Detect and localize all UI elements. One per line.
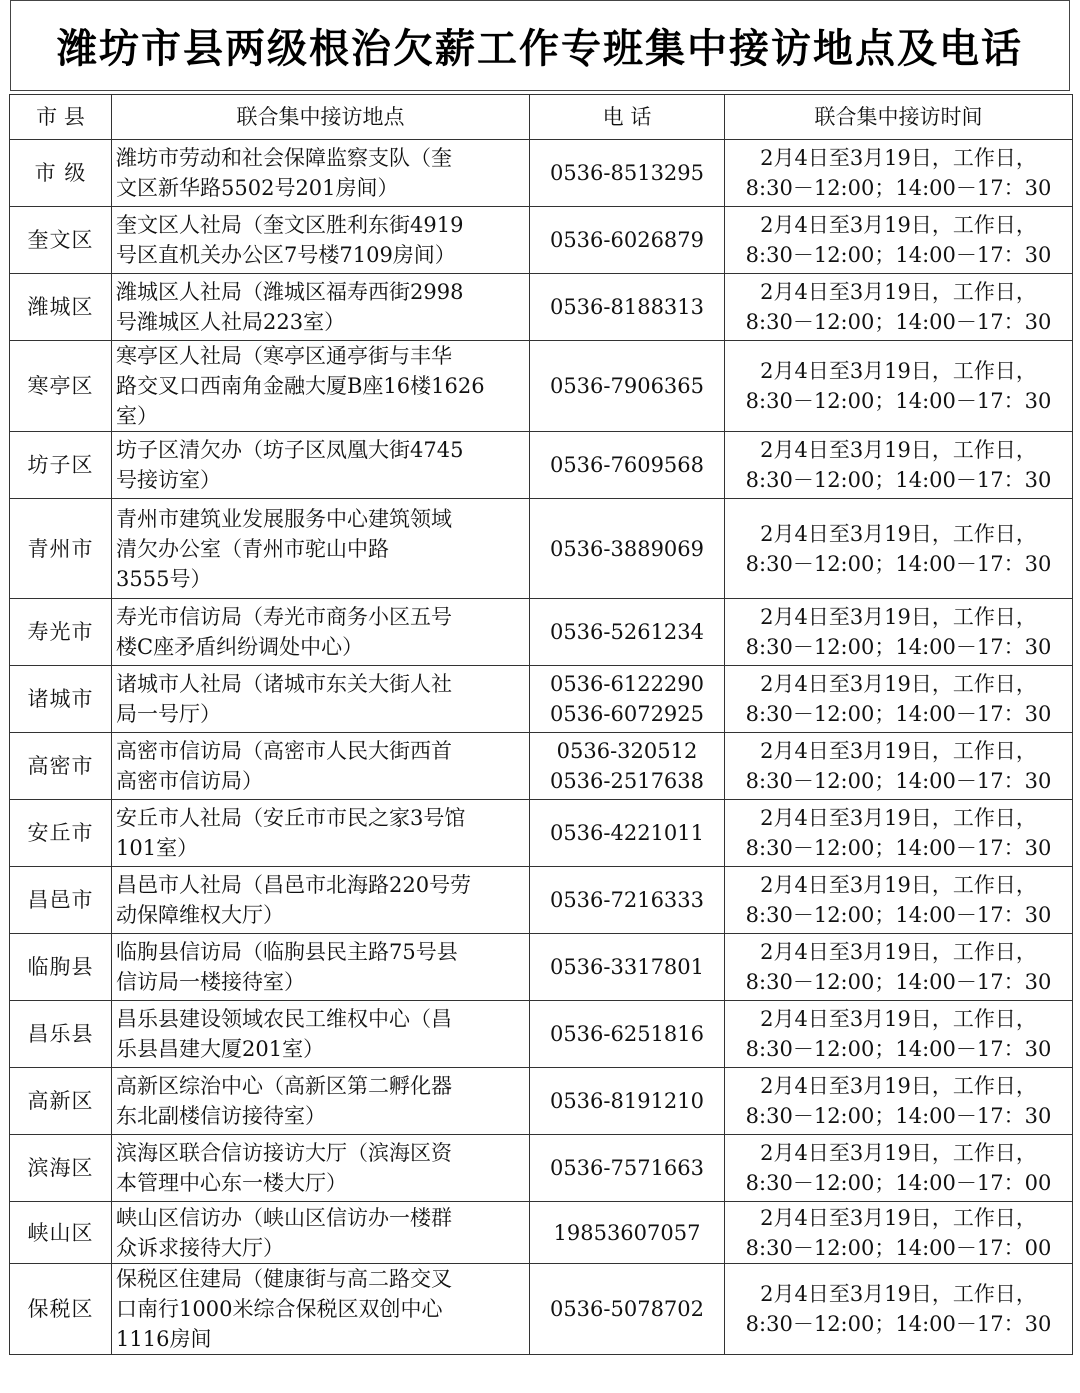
table-row <box>10 733 1073 800</box>
contact-table <box>9 94 1073 1355</box>
location-cell-line: 诸城市人社局（诸城市东关大街人社 <box>116 672 452 696</box>
phone-cell-line: 0536-4221011 <box>549 821 705 845</box>
location-cell-line: 3555号） <box>116 566 212 591</box>
location-cell-line: 本管理中心东一楼大厅） <box>116 1171 347 1195</box>
hours-cell <box>725 934 1073 1001</box>
county-cell: 市 级 <box>10 140 112 207</box>
header-row <box>10 95 1073 140</box>
location-cell-line: 昌邑市人社局（昌邑市北海路220号劳 <box>116 873 472 897</box>
county-cell: 保税区 <box>10 1264 112 1355</box>
location-cell-line: 动保障维权大厅） <box>116 903 284 927</box>
table-row <box>10 1135 1073 1202</box>
county-cell: 滨海区 <box>10 1135 112 1202</box>
location-cell <box>112 1068 530 1135</box>
phone-cell-line: 0536-2517638 <box>549 769 705 793</box>
phone-cell <box>530 666 725 733</box>
county-cell: 寒亭区 <box>10 341 112 432</box>
county-cell: 坊子区 <box>10 432 112 499</box>
hours-cell <box>725 140 1073 207</box>
location-cell-line: 潍城区人社局（潍城区福寿西街2998 <box>116 280 464 304</box>
hours-cell-line: 2月4日至3月19日，工作日， <box>760 280 1037 304</box>
location-cell-line: 安丘市人社局（安丘市市民之家3号馆 <box>116 806 466 830</box>
table-row <box>10 666 1073 733</box>
header-location: 联合集中接访地点 <box>112 95 530 140</box>
county-cell: 青州市 <box>10 499 112 599</box>
hours-cell-line: 2月4日至3月19日，工作日， <box>760 521 1037 546</box>
hours-cell-line: 2月4日至3月19日，工作日， <box>760 1282 1037 1306</box>
phone-cell <box>530 1264 725 1355</box>
location-cell-line: 号区直机关办公区7号楼7109房间） <box>116 243 456 267</box>
hours-cell-line: 8:30－12:00；14:00－17：30 <box>745 551 1052 576</box>
county-cell: 诸城市 <box>10 666 112 733</box>
hours-cell-line: 2月4日至3月19日，工作日， <box>760 438 1037 462</box>
phone-cell <box>530 934 725 1001</box>
location-cell-line: 滨海区联合信访接访大厅（滨海区资 <box>116 1141 452 1165</box>
location-cell <box>112 341 530 432</box>
hours-cell-line: 2月4日至3月19日，工作日， <box>760 1007 1037 1031</box>
hours-cell-line: 8:30－12:00；14:00－17：30 <box>745 702 1052 726</box>
phone-cell-line: 0536-6072925 <box>549 702 705 726</box>
header-phone: 电 话 <box>530 95 725 140</box>
hours-cell-line: 8:30－12:00；14:00－17：30 <box>745 635 1052 659</box>
hours-cell-line: 2月4日至3月19日，工作日， <box>760 672 1037 696</box>
table-row <box>10 140 1073 207</box>
location-cell-line: 峡山区信访办（峡山区信访办一楼群 <box>116 1205 452 1230</box>
table-row <box>10 934 1073 1001</box>
hours-cell-line: 2月4日至3月19日，工作日， <box>760 739 1037 763</box>
county-cell: 高新区 <box>10 1068 112 1135</box>
phone-cell-line: 0536-7906365 <box>549 374 705 398</box>
location-cell <box>112 140 530 207</box>
hours-cell-line: 8:30－12:00；14:00－17：30 <box>745 310 1052 334</box>
hours-cell-line: 2月4日至3月19日，工作日， <box>760 1205 1037 1230</box>
phone-cell <box>530 800 725 867</box>
hours-cell-line: 8:30－12:00；14:00－17：30 <box>745 1037 1052 1061</box>
phone-cell-line: 0536-3317801 <box>549 955 705 979</box>
location-cell <box>112 599 530 666</box>
table-row <box>10 432 1073 499</box>
phone-cell <box>530 1068 725 1135</box>
phone-cell-line: 0536-7216333 <box>549 888 705 912</box>
location-cell <box>112 207 530 274</box>
location-cell <box>112 867 530 934</box>
phone-cell <box>530 733 725 800</box>
county-cell: 昌乐县 <box>10 1001 112 1068</box>
phone-cell <box>530 1135 725 1202</box>
location-cell-line: 室） <box>116 404 158 428</box>
county-cell: 安丘市 <box>10 800 112 867</box>
phone-cell-line: 0536-8513295 <box>549 161 705 185</box>
location-cell-line: 保税区住建局（健康街与高二路交叉 <box>116 1267 452 1291</box>
header-hours: 联合集中接访时间 <box>725 95 1073 140</box>
county-cell: 峡山区 <box>10 1202 112 1264</box>
table-row <box>10 499 1073 599</box>
location-cell-line: 昌乐县建设领域农民工维权中心（昌 <box>116 1007 452 1031</box>
hours-cell <box>725 1202 1073 1264</box>
table-row <box>10 800 1073 867</box>
table-row <box>10 1264 1073 1355</box>
location-cell <box>112 800 530 867</box>
hours-cell-line: 2月4日至3月19日，工作日， <box>760 1141 1037 1165</box>
phone-cell-line: 0536-320512 <box>556 739 698 763</box>
location-cell-line: 号接访室） <box>116 468 221 492</box>
phone-cell-line: 0536-7609568 <box>549 453 705 477</box>
county-cell: 昌邑市 <box>10 867 112 934</box>
county-cell: 潍城区 <box>10 274 112 341</box>
phone-cell-line: 0536-6251816 <box>549 1022 705 1046</box>
location-cell-line: 清欠办公室（青州市驼山中路 <box>116 536 389 561</box>
hours-cell <box>725 499 1073 599</box>
hours-cell-line: 2月4日至3月19日，工作日， <box>760 1074 1037 1098</box>
county-cell: 寿光市 <box>10 599 112 666</box>
table-row <box>10 867 1073 934</box>
hours-cell <box>725 274 1073 341</box>
hours-cell-line: 8:30－12:00；14:00－17：30 <box>745 769 1052 793</box>
location-cell <box>112 666 530 733</box>
hours-cell <box>725 432 1073 499</box>
phone-cell <box>530 499 725 599</box>
page-title: 潍坊市县两级根治欠薪工作专班集中接访地点及电话 <box>10 0 1070 91</box>
phone-cell <box>530 140 725 207</box>
hours-cell-line: 2月4日至3月19日，工作日， <box>760 940 1037 964</box>
location-cell <box>112 432 530 499</box>
location-cell-line: 坊子区清欠办（坊子区凤凰大街4745 <box>116 438 464 462</box>
hours-cell <box>725 1135 1073 1202</box>
location-cell-line: 青州市建筑业发展服务中心建筑领域 <box>116 506 452 531</box>
location-cell-line: 信访局一楼接待室） <box>116 970 305 994</box>
location-cell <box>112 499 530 599</box>
hours-cell-line: 8:30－12:00；14:00－17：00 <box>745 1171 1052 1195</box>
hours-cell <box>725 867 1073 934</box>
location-cell-line: 路交叉口西南角金融大厦B座16楼1626 <box>116 374 485 398</box>
table-row <box>10 274 1073 341</box>
county-cell: 高密市 <box>10 733 112 800</box>
phone-cell-line: 0536-8191210 <box>549 1089 705 1113</box>
phone-cell-line: 0536-5078702 <box>549 1297 705 1321</box>
hours-cell-line: 8:30－12:00；14:00－17：30 <box>745 1312 1052 1336</box>
location-cell-line: 号潍城区人社局223室） <box>116 310 346 334</box>
location-cell-line: 寒亭区人社局（寒亭区通亭街与丰华 <box>116 344 452 368</box>
location-cell-line: 寿光市信访局（寿光市商务小区五号 <box>116 605 452 629</box>
location-cell <box>112 1202 530 1264</box>
phone-cell-line: 0536-6122290 <box>549 672 705 696</box>
location-cell-line: 东北副楼信访接待室） <box>116 1104 326 1128</box>
county-cell: 临朐县 <box>10 934 112 1001</box>
phone-cell <box>530 274 725 341</box>
location-cell <box>112 1135 530 1202</box>
table-row <box>10 1068 1073 1135</box>
hours-cell <box>725 1264 1073 1355</box>
table-row <box>10 1202 1073 1264</box>
hours-cell-line: 2月4日至3月19日，工作日， <box>760 873 1037 897</box>
phone-cell-line: 19853607057 <box>553 1220 701 1245</box>
phone-cell-line: 0536-3889069 <box>549 536 705 561</box>
hours-cell <box>725 1001 1073 1068</box>
location-cell-line: 1116房间 <box>116 1327 212 1351</box>
phone-cell <box>530 341 725 432</box>
location-cell-line: 临朐县信访局（临朐县民主路75号县 <box>116 940 458 964</box>
location-cell-line: 高密市信访局） <box>116 769 263 793</box>
hours-cell-line: 8:30－12:00；14:00－17：30 <box>745 243 1052 267</box>
hours-cell-line: 2月4日至3月19日，工作日， <box>760 146 1037 170</box>
phone-cell <box>530 432 725 499</box>
location-cell-line: 文区新华路5502号201房间） <box>116 176 399 200</box>
phone-cell <box>530 867 725 934</box>
location-cell <box>112 1001 530 1068</box>
location-cell-line: 101室） <box>116 836 199 860</box>
hours-cell-line: 8:30－12:00；14:00－17：30 <box>745 468 1052 492</box>
location-cell-line: 口南行1000米综合保税区双创中心 <box>116 1297 443 1321</box>
phone-cell-line: 0536-5261234 <box>549 620 705 644</box>
hours-cell-line: 2月4日至3月19日，工作日， <box>760 605 1037 629</box>
location-cell-line: 乐县昌建大厦201室） <box>116 1037 325 1061</box>
location-cell <box>112 1264 530 1355</box>
phone-cell <box>530 207 725 274</box>
hours-cell <box>725 800 1073 867</box>
county-cell: 奎文区 <box>10 207 112 274</box>
table-row <box>10 341 1073 432</box>
hours-cell <box>725 599 1073 666</box>
location-cell-line: 局一号厅） <box>116 702 221 726</box>
hours-cell-line: 8:30－12:00；14:00－17：30 <box>745 1104 1052 1128</box>
hours-cell-line: 2月4日至3月19日，工作日， <box>760 213 1037 237</box>
hours-cell-line: 8:30－12:00；14:00－17：30 <box>745 903 1052 927</box>
hours-cell <box>725 341 1073 432</box>
hours-cell <box>725 733 1073 800</box>
phone-cell <box>530 1202 725 1264</box>
table-row <box>10 1001 1073 1068</box>
header-county: 市 县 <box>10 95 112 140</box>
hours-cell <box>725 666 1073 733</box>
location-cell-line: 奎文区人社局（奎文区胜利东街4919 <box>116 213 464 237</box>
table-row <box>10 599 1073 666</box>
location-cell-line: 楼C座矛盾纠纷调处中心） <box>116 635 364 659</box>
hours-cell-line: 2月4日至3月19日，工作日， <box>760 359 1037 383</box>
table-row <box>10 207 1073 274</box>
phone-cell-line: 0536-6026879 <box>549 228 705 252</box>
phone-cell <box>530 599 725 666</box>
location-cell-line: 众诉求接待大厅） <box>116 1235 284 1260</box>
phone-cell-line: 0536-8188313 <box>549 295 705 319</box>
hours-cell <box>725 1068 1073 1135</box>
hours-cell <box>725 207 1073 274</box>
location-cell-line: 高密市信访局（高密市人民大街西首 <box>116 739 452 763</box>
hours-cell-line: 8:30－12:00；14:00－17：00 <box>745 1235 1052 1260</box>
location-cell-line: 潍坊市劳动和社会保障监察支队（奎 <box>116 146 452 170</box>
location-cell-line: 高新区综治中心（高新区第二孵化器 <box>116 1074 452 1098</box>
hours-cell-line: 2月4日至3月19日，工作日， <box>760 806 1037 830</box>
phone-cell-line: 0536-7571663 <box>549 1156 705 1180</box>
location-cell <box>112 733 530 800</box>
hours-cell-line: 8:30－12:00；14:00－17：30 <box>745 176 1052 200</box>
phone-cell <box>530 1001 725 1068</box>
location-cell <box>112 934 530 1001</box>
location-cell <box>112 274 530 341</box>
hours-cell-line: 8:30－12:00；14:00－17：30 <box>745 970 1052 994</box>
hours-cell-line: 8:30－12:00；14:00－17：30 <box>745 389 1052 413</box>
hours-cell-line: 8:30－12:00；14:00－17：30 <box>745 836 1052 860</box>
